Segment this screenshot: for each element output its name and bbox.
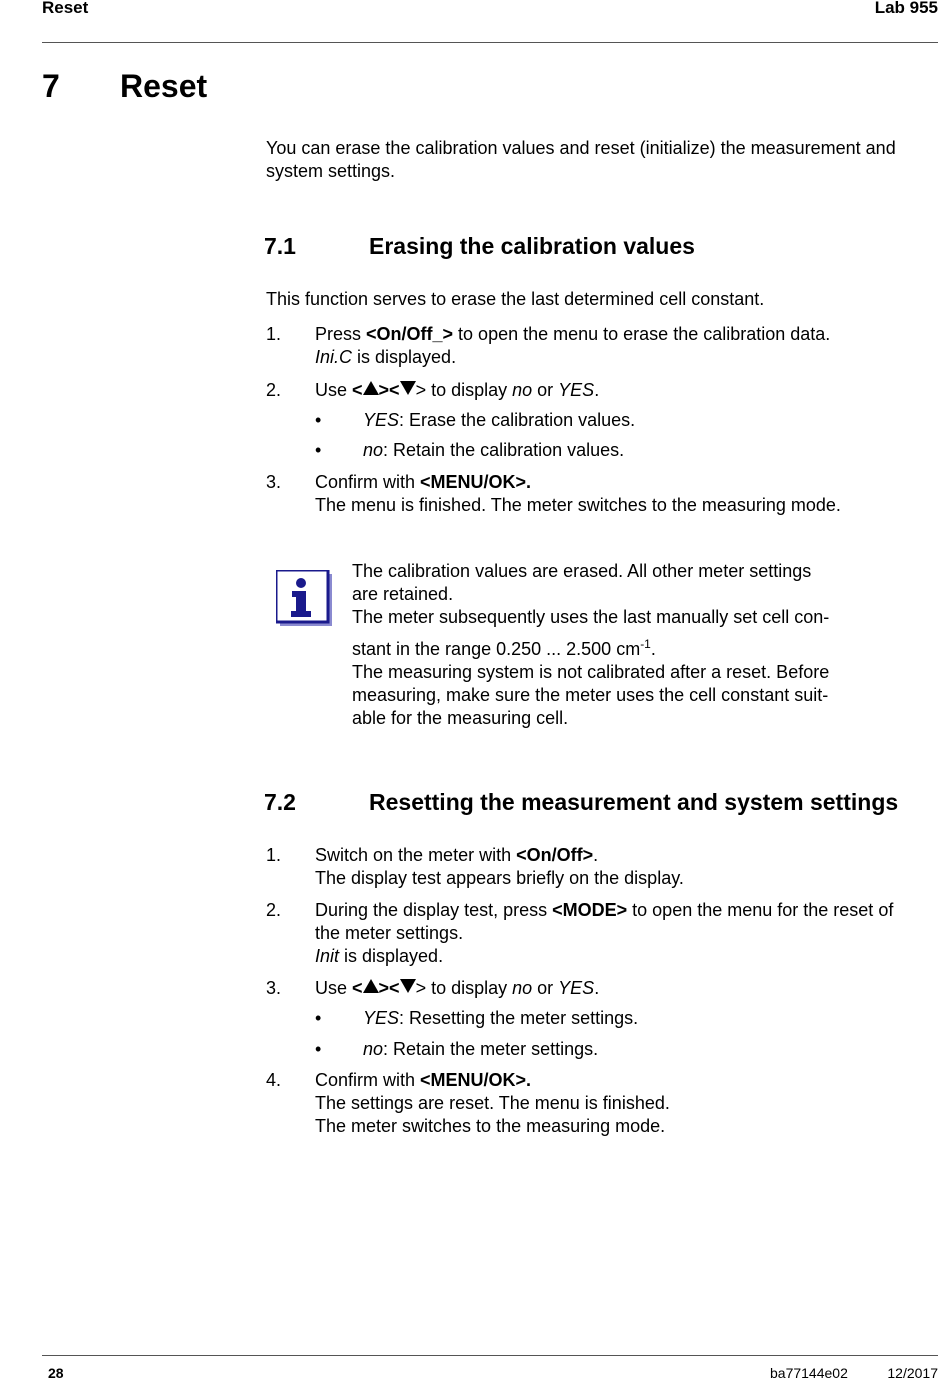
step-number: 2. — [266, 900, 282, 920]
bullet-icon: • — [315, 1039, 322, 1059]
step-2-text: Use < >< > to display no or YES. — [315, 380, 600, 400]
step-number: 1. — [266, 845, 282, 865]
header-section-title: Reset — [42, 0, 89, 17]
document-date: 12/2017 — [887, 1365, 938, 1381]
page-number: 28 — [48, 1365, 64, 1381]
step-number: 2. — [266, 380, 282, 400]
document-id: ba77144e02 — [770, 1365, 848, 1381]
chapter-number: 7 — [42, 68, 60, 104]
section-7-1-intro: This function serves to erase the last determined cell constant. — [266, 289, 765, 309]
step-4-text: Confirm with <MENU/OK>. The settings are reset. The menu is finished. The meter switches to the measuring mode. — [315, 1070, 670, 1136]
bullet-text: no: Retain the meter settings. — [363, 1039, 599, 1059]
info-icon — [276, 570, 330, 626]
step-3-text: Use < >< > to display no or YES. — [315, 978, 600, 998]
arrow-up-icon — [363, 381, 379, 395]
step-number: 4. — [266, 1070, 282, 1090]
section-7-2-number: 7.2 — [264, 789, 296, 815]
section-7-1-number: 7.1 — [264, 233, 296, 259]
bullet-text: no: Retain the calibration values. — [363, 440, 625, 460]
arrow-down-icon — [400, 381, 416, 395]
arrow-up-icon — [363, 979, 379, 993]
step-number: 3. — [266, 472, 282, 492]
bullet-icon: • — [315, 440, 322, 460]
step-number: 1. — [266, 324, 282, 344]
arrow-down-icon — [400, 979, 416, 993]
bullet-text: YES: Resetting the meter settings. — [363, 1008, 639, 1028]
section-7-2-title: Resetting the measurement and system settings — [369, 789, 899, 815]
bullet-icon: • — [315, 1008, 322, 1028]
header-rule — [42, 42, 938, 43]
step-2-text: During the display test, press <MODE> to open the menu for the reset of the meter settings. Init is displayed. — [315, 900, 894, 966]
chapter-title: Reset — [120, 68, 208, 104]
info-note: The calibration values are erased. All other meter settings are retained. The meter subsequently uses the last manually set cell con- stant in the range 0.250 ... 2.500 $cm^{-1}$. The measuring system is not calibrated after a reset. Before measuring, make sure the meter uses the cell constant suit- able for the measuring cell. — [352, 561, 830, 728]
step-number: 3. — [266, 978, 282, 998]
section-7-1-title: Erasing the calibration values — [369, 233, 695, 259]
bullet-text: YES: Erase the calibration values. — [363, 410, 636, 430]
step-1-text: Switch on the meter with <On/Off>. The display test appears briefly on the display. — [315, 845, 684, 888]
header-product-name: Lab 955 — [874, 0, 938, 17]
step-1-text: Press <On/Off_> to open the menu to erase the calibration data. Ini.C is displayed. — [315, 324, 831, 367]
intro-paragraph: You can erase the calibration values and reset (initialize) the measurement and system settings. — [266, 138, 896, 181]
step-3-text: Confirm with <MENU/OK>. The menu is finished. The meter switches to the measuring mode. — [315, 472, 841, 515]
footer-rule — [42, 1355, 938, 1356]
bullet-icon: • — [315, 410, 322, 430]
